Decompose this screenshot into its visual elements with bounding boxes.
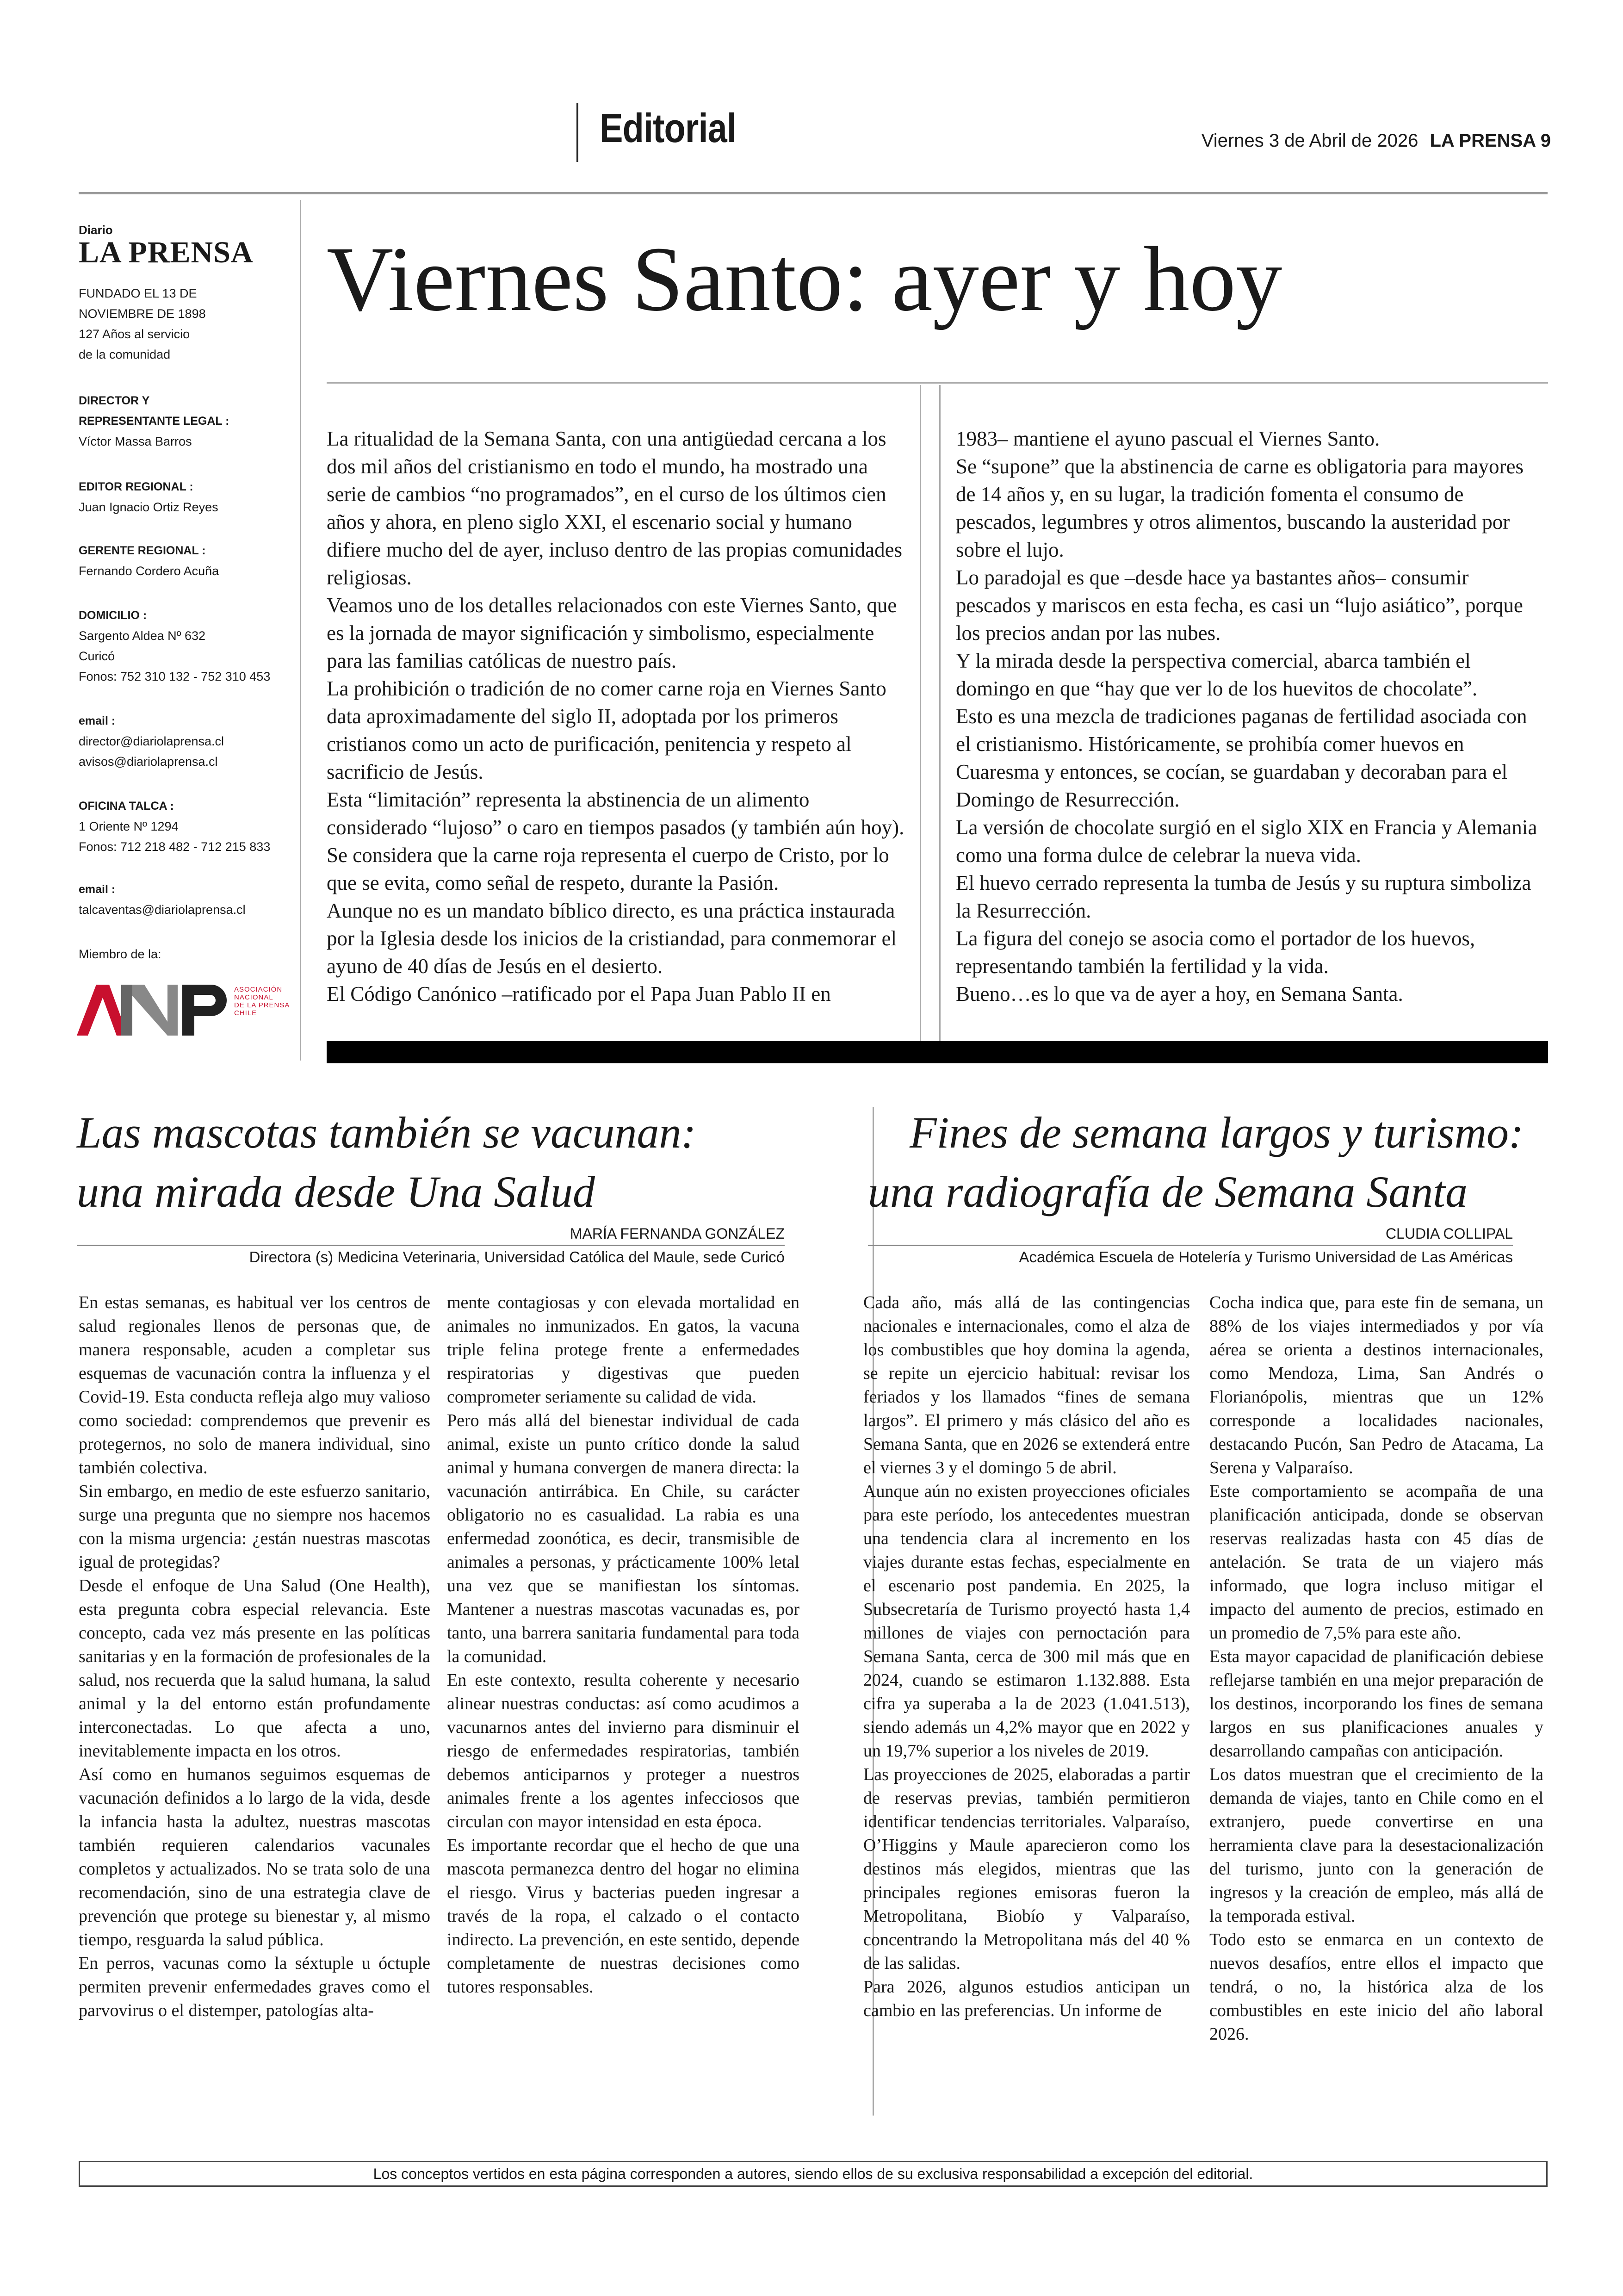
masthead-divider [300,200,301,1061]
paragraph: Para 2026, algunos estudios anticipan un cambio en las preferencias. Un informe de [863,1977,1190,2020]
masthead-member: Miembro de la: [79,947,161,961]
paragraph: Esto es una mezcla de tradiciones paganas de fertilidad asociada con el cristianismo. Históricamente, se prohibía comer huevos en Cuaresma y entonces, se cocían, se guardaban y decoraban para el Domingo de Resurrección. [956,705,1527,811]
paragraph: Se considera que la carne roja representa el cuerpo de Cristo, por lo que se evita, como señal de respeto, durante la Pasión. [327,844,889,894]
paragraph: Es importante recordar que el hecho de que una mascota permanezca dentro del hogar no elimina el riesgo. Virus y bacterias pueden ingresar a través de la ropa, el calzado o el contacto indirecto. La prevención, en este sentido, depende completamente de nuestras decisiones como tutores responsables. [447,1836,799,1997]
paragraph: Veamos uno de los detalles relacionados con este Viernes Santo, que es la jornada de mayor significación y simbolismo, especialmente para las familias católicas de nuestro país. [327,594,897,672]
paragraph: La prohibición o tradición de no comer carne roja en Viernes Santo data aproximadamente del siglo II, adoptada por los primeros cristianos como un acto de purificación, penitencia y respeto al sacrificio de Jesús. [327,677,886,783]
masthead-domicilio: DOMICILIO : Sargento Aldea Nº 632 Curicó Fonos: 752 310 132 - 752 310 453 [79,609,271,683]
footer-disclaimer: Los conceptos vertidos en esta página corresponden a autores, siendo ellos de su exclusiva responsabilidad a excepción del editorial. [373,2166,1253,2182]
paragraph: Este comportamiento se acompaña de una planificación anticipada, donde se observan reservas realizadas hasta con 45 días de antelación. Se trata de un viajero más informado, que logra incluso mitigar el impacto del aumento de precios, estimado en un promedio de 7,5% para este año. [1209,1482,1543,1643]
editorial-rule [327,382,1548,384]
masthead-talca: OFICINA TALCA : 1 Oriente Nº 1294 Fonos: 712 218 482 - 712 215 833 [79,800,271,854]
article-left-column-1 [79,1291,430,2023]
paragraph: Y la mirada desde la perspectiva comercial, abarca también el domingo en que “hay que ver lo de los huevitos de chocolate”. [956,649,1478,700]
masthead-gerente: GERENTE REGIONAL : Fernando Cordero Acuña [79,544,219,578]
article-right-role: Académica Escuela de Hotelería y Turismo Universidad de Las Américas [1019,1248,1513,1266]
article-left-author: MARÍA FERNANDA GONZÁLEZ [570,1225,785,1242]
anp-subtext: ASOCIACIÓN NACIONAL DE LA PRENSA CHILE [234,986,290,1017]
masthead-emails: email : director@diariolaprensa.cl avisos@diariolaprensa.cl [79,711,291,772]
article-right-title: Fines de semana largos y turismo: una radiografía de Semana Santa [868,1108,1524,1216]
article-left-role: Directora (s) Medicina Veterinaria, Universidad Católica del Maule, sede Curicó [249,1248,785,1266]
email-link[interactable]: director@diariolaprensa.cl [79,734,224,748]
paragraph: El huevo cerrado representa la tumba de Jesús y su ruptura simboliza la Resurrección. [956,871,1531,922]
article-right-rule [868,1245,1513,1246]
paragraph: La ritualidad de la Semana Santa, con una antigüedad cercana a los dos mil años del cristianismo en todo el mundo, ha mostrado una serie de cambios “no programados”, en el curso de los últimos cien años y ahora, en pleno siglo XXI, el escenario social y humano difiere mucho del de ayer, incluso dentro de las propias comunidades religiosas. [327,427,903,589]
header-rule [79,192,1548,194]
anp-logo [77,975,294,1049]
paper-page: LA PRENSA 9 [1430,130,1551,151]
masthead-editor: EDITOR REGIONAL : Juan Ignacio Ortiz Reyes [79,480,218,514]
paragraph: Todo esto se enmarca en un contexto de nuevos desafíos, entre ellos el impacto que tendrá, o no, la histórica alza de los combustibles en este inicio del año laboral 2026. [1209,1930,1543,2044]
paragraph: Los datos muestran que el crecimiento de la demanda de viajes, tanto en Chile como en el extranjero, puede convertirse en una herramienta clave para la desestacionalización del turismo, junto con la generación de ingresos y la creación de empleo, más allá de la temporada estival. [1209,1765,1543,1926]
email-link[interactable]: avisos@diariolaprensa.cl [79,755,218,769]
paragraph: En perros, vacunas como la séxtuple u óctuple permiten prevenir enfermedades graves como el parvovirus o el distemper, patologías alta- [79,1954,430,2020]
masthead-email2: email : talcaventas@diariolaprensa.cl [79,879,291,920]
paragraph: 1983– mantiene el ayuno pascual el Viernes Santo. [956,427,1380,450]
paragraph: Así como en humanos seguimos esquemas de vacunación definidos a lo largo de la vida, desde la infancia hasta la adultez, nuestras mascotas también requieren calendarios vacunales completos y actualizados. No se trata solo de una recomendación, sino de una estrategia clave de prevención que protege su bienestar y, al mismo tiempo, resguarda la salud pública. [79,1765,430,1949]
paragraph: Cocha indica que, para este fin de semana, un 88% de los viajes intermediados y por vía aérea se orienta a destinos internacionales, como Mendoza, Lima, San Andrés o Florianópolis, mientras que un 12% corresponde a localidades nacionales, destacando Pucón, San Pedro de Atacama, La Serena y Valparaíso. [1209,1293,1543,1477]
section-title: Editorial [600,105,737,151]
paragraph: Cada año, más allá de las contingencias nacionales e internacionales, como el alza de los combustibles que hoy domina la agenda, se repite un ejercicio habitual: revisar los feriados y los llamados “fines de semana largos”. El primero y más clásico del año es Semana Santa, que en 2026 se extenderá entre el viernes 3 y el domingo 5 de abril. [863,1293,1190,1477]
paragraph: Las proyecciones de 2025, elaboradas a partir de reservas previas, también permitieron identificar tendencias territoriales. Valparaíso, O’Higgins y Maule aparecieron como los destinos más elegidos, mientras que las principales regiones emisoras fueron la Metropolitana, Biobío y Valparaíso, concentrando la Metropolitana más del 40 % de las salidas. [863,1765,1190,1973]
masthead-diario: Diario [79,223,113,237]
header-divider [576,103,578,162]
editorial-column-2 [956,425,1546,1008]
paragraph: Bueno…es lo que va de ayer a hoy, en Semana Santa. [956,982,1403,1005]
paragraph: Aunque no es un mandato bíblico directo, es una práctica instaurada por la Iglesia desde los inicios de la cristiandad, para conmemorar el ayuno de 40 días de Jesús en el desierto. [327,899,897,978]
email-link[interactable]: talcaventas@diariolaprensa.cl [79,903,246,917]
paragraph: Desde el enfoque de Una Salud (One Health), esta pregunta cobra especial relevancia. Este concepto, cada vez más presente en las políticas sanitarias y en la formación de profesionales de la salud, nos recuerda que la salud humana, la salud animal y la del entorno están profundamente interconectadas. Lo que afecta a uno, inevitablemente impacta en los otros. [79,1576,430,1761]
article-right-author: CLUDIA COLLIPAL [1385,1225,1513,1242]
editorial-column-divider [920,385,921,1042]
article-left-rule [77,1245,785,1246]
paragraph: Esta mayor capacidad de planificación debiese reflejarse también en una mejor preparación de los destinos, incorporando los fines de semana largos en sus planificaciones anuales y desarrollando campañas con anticipación. [1209,1647,1543,1761]
paragraph: El Código Canónico –ratificado por el Papa Juan Pablo II en [327,982,831,1005]
article-left-column-2 [447,1291,799,1999]
paragraph: En este contexto, resulta coherente y necesario alinear nuestras conductas: así como acudimos a vacunarnos antes del invierno para disminuir el riesgo de enfermedades respiratorias, también debemos anticiparnos y proteger a nuestros animales frente a los agentes infecciosos que circulan con mayor intensidad en esta época. [447,1670,799,1831]
paragraph: En estas semanas, es habitual ver los centros de salud regionales llenos de personas que, de manera responsable, acuden a completar sus esquemas de vacunación contra la influenza y el Covid-19. Esta conducta refleja algo muy valioso como sociedad: comprendemos que prevenir es protegernos, no solo de manera individual, sino también colectiva. [79,1293,430,1477]
editorial-title: Viernes Santo: ayer y hoy [327,228,1282,330]
paragraph: Se “supone” que la abstinencia de carne es obligatoria para mayores de 14 años y, en su lugar, la tradición fomenta el consumo de pescados, legumbres y otros alimentos, buscando la austeridad por sobre el lujo. [956,455,1524,561]
editorial-bottom-bar [327,1041,1548,1063]
article-right-column-1 [863,1291,1190,2023]
article-right-column-2 [1209,1291,1543,2046]
paragraph: Aunque aún no existen proyecciones oficiales para este período, los antecedentes muestran una tendencia clara al incremento en los viajes durante estas fechas, especialmente en el escenario post pandemia. En 2025, la Subsecretaría de Turismo proyectó hasta 1,4 millones de viajes con pernoctación para Semana Santa, cerca de 300 mil más que en 2024, cuando se estimaron 1.132.888. Esta cifra ya superaba a la de 2023 (1.041.513), siendo además un 4,2% mayor que en 2022 y un 19,7% superior a los niveles de 2019. [863,1482,1190,1761]
paragraph: Lo paradojal es que –desde hace ya bastantes años– consumir pescados y mariscos en esta fecha, es casi un “lujo asiático”, porque los precios andan por las nubes. [956,566,1523,645]
dateline [1202,130,1551,151]
masthead-director: DIRECTOR Y REPRESENTANTE LEGAL : Víctor Massa Barros [79,394,229,448]
editorial-column-divider [939,385,941,1042]
issue-date: Viernes 3 de Abril de 2026 [1201,130,1419,151]
editorial-column-1 [327,425,905,1008]
paragraph: La versión de chocolate surgió en el siglo XIX en Francia y Alemania como una forma dulce de celebrar la nueva vida. [956,816,1537,867]
masthead-founded: FUNDADO EL 13 DE NOVIEMBRE DE 1898 127 Años al servicio de la comunidad [79,286,206,361]
article-left-title: Las mascotas también se vacunan: una mirada desde Una Salud [77,1108,696,1216]
paragraph: Sin embargo, en medio de este esfuerzo sanitario, surge una pregunta que no siempre nos hacemos con la misma urgencia: ¿están nuestras mascotas igual de protegidas? [79,1482,430,1572]
paragraph: mente contagiosas y con elevada mortalidad en animales no inmunizados. En gatos, la vacuna triple felina protege frente a enfermedades respiratorias y digestivas que pueden comprometer seriamente su calidad de vida. [447,1293,799,1407]
masthead-logo: LA PRENSA [79,236,254,269]
paragraph: Esta “limitación” representa la abstinencia de un alimento considerado “lujoso” o caro en tiempos pasados (y también aún hoy). [327,788,904,839]
paragraph: La figura del conejo se asocia como el portador de los huevos, representando también la fertilidad y la vida. [956,927,1475,978]
paragraph: Pero más allá del bienestar individual de cada animal, existe un punto crítico donde la salud animal y humana convergen de manera directa: la vacunación antirrábica. En Chile, su carácter obligatorio no es casualidad. La rabia es una enfermedad zoonótica, es decir, transmisible de animales a personas, y prácticamente 100% letal una vez que se manifiestan los síntomas. Mantener a nuestras mascotas vacunadas es, por tanto, una barrera sanitaria fundamental para toda la comunidad. [447,1411,799,1666]
